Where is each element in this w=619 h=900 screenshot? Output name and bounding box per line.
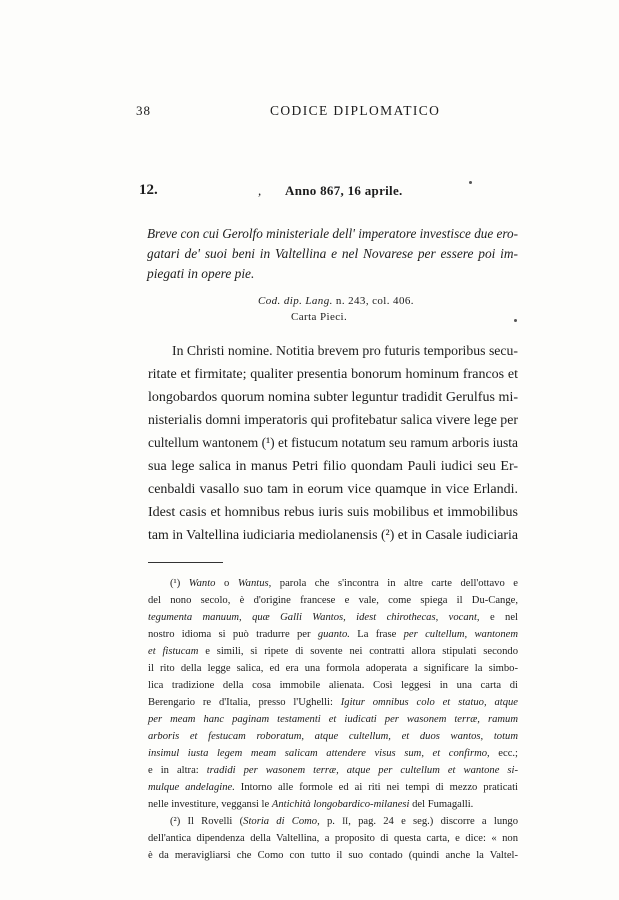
fn2-text: Il Rovelli (: [180, 816, 244, 827]
body-line-8: Idest casis et homnibus rebus iuris suis mobilibus et immobilibus: [148, 505, 518, 520]
source-archive: Carta Pieci.: [291, 311, 348, 323]
footnote-1-line-14: [148, 799, 473, 810]
fn1-text: nelle investiture, veggansi le: [148, 799, 272, 810]
body-line-1: In Christi nomine. Notitia brevem pro futuris temporibus secu-: [172, 344, 518, 359]
fn1-term-wanto: Wanto: [188, 578, 216, 589]
footnote-divider: [148, 562, 223, 563]
fn1-text: Intorno alle formole ed ai riti nei tempi di mezzo praticati: [234, 782, 518, 793]
regest-line-1: Breve con cui Gerolfo ministeriale dell' imperatore investisce due ero-: [147, 226, 518, 241]
fn1-quote: insimul iusta legem meam salicam attendere visus sum, et confirmo,: [148, 748, 490, 759]
fn1-text: Berengario re d'Italia, presso l'Ughelli:: [148, 697, 341, 708]
footnote-1-line-8: [148, 697, 518, 708]
fn1-text: e simili, si ripete di sovente nei contratti allora stipulati secondo: [198, 646, 518, 657]
fn1-text: del Fumagalli.: [409, 799, 474, 810]
document-date: Anno 867, 16 aprile.: [285, 183, 403, 198]
body-line-5: cultellum wantonem (¹) et fistucum notatum seu ramum arboris iusta: [148, 436, 518, 451]
fn1-text: e in altra:: [148, 765, 207, 776]
source-citation-italic: Cod. dip. Lang.: [258, 295, 333, 307]
regest-line-2: gatari de' suoi beni in Valtellina e nel Novarese per essere poi im-: [147, 246, 518, 261]
body-line-2: ritate et firmitate; qualiter presentia bonorum hominum francos et: [148, 367, 518, 382]
footnote-2-line-2: dell'antica dipendenza della Valtellina, a proposito di questa carta, e dice: « non: [148, 833, 518, 844]
footnote-1-line-5: [148, 646, 518, 657]
footnote-2-marker: (²): [170, 816, 181, 827]
footnote-1-line-4: [148, 629, 518, 640]
fn1-quote: mulque andelagine.: [148, 782, 235, 793]
fn2-book-title: Storia di Como,: [243, 816, 320, 827]
page-number: 38: [136, 103, 151, 118]
running-title: CODICE DIPLOMATICO: [270, 103, 441, 118]
fn2-volume: II: [342, 816, 349, 826]
fn1-text: nostro idioma si può tradurre per: [148, 629, 318, 640]
footnote-1-line-2: del nono secolo, è d'origine francese e vale, come spiega il Du-Cange,: [148, 595, 518, 606]
footnote-1-line-6: il rito della legge salica, ed era una formola adoperata a significare la simbo-: [148, 663, 518, 674]
regest-line-3: piegati in opere pie.: [147, 266, 255, 281]
footnote-2-line-1: [170, 816, 518, 827]
source-citation-rest: n. 243, col. 406.: [332, 295, 414, 307]
fn1-term-wantus: Wantus,: [237, 578, 272, 589]
fn1-term-guanto: guanto.: [317, 629, 350, 640]
fn1-quote: Igitur omnibus colo et statuo, atque: [340, 697, 519, 708]
scan-speck: [469, 181, 472, 184]
fn1-text: o: [215, 578, 238, 589]
fn1-book-title: Antichità longobardico-milanesi: [271, 799, 410, 810]
fn1-quote: arboris et festucam roboratum, atque cultellum, et duos wantos, totum: [148, 731, 518, 742]
footnote-2-line-3: è da meravigliarsi che Como con tutto il suo contado (quindi anche la Valtel-: [148, 850, 518, 861]
tick-mark: ,: [258, 183, 262, 198]
footnote-1-line-9: [148, 714, 518, 725]
footnote-1-line-12: [148, 765, 518, 776]
footnote-1-line-11: [148, 748, 518, 759]
fn1-text: ecc.;: [489, 748, 518, 759]
fn1-text: parola che s'incontra in altre carte dell'ottavo e: [271, 578, 519, 589]
body-line-3: longobardos quorum nomina subter leguntur tradidit Gerulfus mi-: [148, 390, 518, 405]
fn1-phrase: per cultellum, wantonem: [403, 629, 519, 640]
fn1-quote: tradidi per wasonem terræ, atque per cultellum et wantone si-: [206, 765, 518, 776]
footnote-1-line-1: [170, 578, 518, 589]
source-citation: [258, 295, 414, 307]
fn1-quote: per meam hanc paginam testamenti et iudicati per wasonem terræ, ramum: [148, 714, 518, 725]
footnote-1-marker: (¹): [170, 578, 181, 589]
footnote-1-line-7: lica tradizione della cosa immobile alienata. Così leggesi in una carta di: [148, 680, 518, 691]
body-line-4: nisterialis domni imperatoris qui profitebatur salica vivere lege per: [148, 413, 518, 428]
body-line-6: sua lege salica in manus Petri filio quondam Pauli iudici seu Er-: [148, 459, 518, 474]
fn1-text: La frase: [349, 629, 404, 640]
fn1-quote: tegumenta manuum, quæ Galli Wantos, idest chirothecas, vocant,: [148, 612, 480, 623]
footnote-1-line-13: [148, 782, 518, 793]
fn1-phrase: et fistucam: [148, 646, 199, 657]
document-number: 12.: [139, 182, 158, 198]
footnote-1-line-3: [148, 612, 518, 623]
fn2-text: , pag. 24 e seg.) discorre a lungo: [348, 816, 519, 827]
body-line-7: cenbaldi vasallo suo tam in eorum vice quamque in vice Erlandi.: [148, 482, 518, 497]
fn1-text: e nel: [479, 612, 518, 623]
fn2-text: p.: [319, 816, 343, 827]
footnote-1-line-10: [148, 731, 518, 742]
body-line-9: tam in Valtellina iudiciaria mediolanensis (²) et in Casale iudiciaria: [148, 528, 518, 543]
scan-speck: [514, 319, 517, 322]
